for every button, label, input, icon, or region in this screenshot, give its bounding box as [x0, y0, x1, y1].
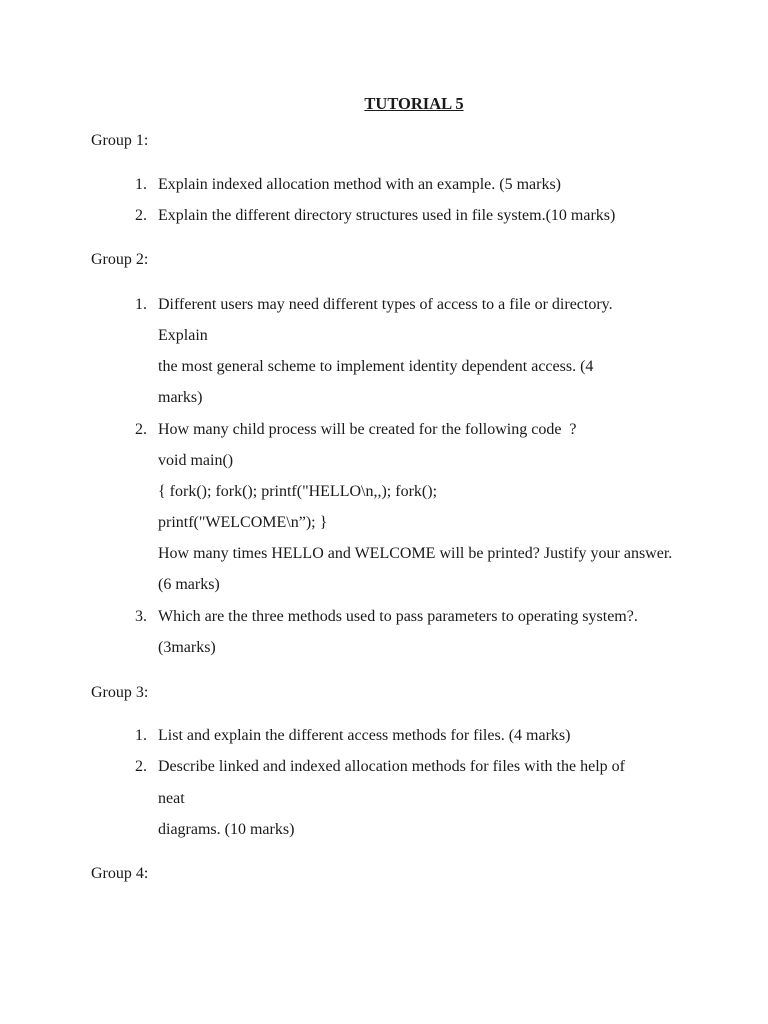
question-text: (3marks) [158, 639, 216, 656]
question-text: Explain the different directory structures used in file system.(10 marks) [158, 207, 616, 224]
question-text: (6 marks) [158, 576, 220, 593]
question-number: 1. [135, 176, 147, 193]
question-number: 2. [135, 207, 147, 224]
question-text: Explain indexed allocation method with an example. (5 marks) [158, 176, 561, 193]
question-number: 1. [135, 296, 147, 313]
question-text: marks) [158, 389, 203, 406]
question-text: Describe linked and indexed allocation methods for files with the help of [158, 758, 625, 775]
question-text: List and explain the different access methods for files. (4 marks) [158, 727, 571, 744]
question-text: How many child process will be created for the following code ? [158, 421, 577, 438]
question-number: 3. [135, 608, 147, 625]
group-2-heading: Group 2: [91, 251, 149, 268]
question-text: neat [158, 790, 185, 807]
question-number: 2. [135, 421, 147, 438]
question-number: 2. [135, 758, 147, 775]
question-text: Which are the three methods used to pass parameters to operating system?. [158, 608, 638, 625]
question-text: diagrams. (10 marks) [158, 821, 295, 838]
question-number: 1. [135, 727, 147, 744]
code-line: void main() [158, 452, 234, 469]
code-line: printf("WELCOME\n”); } [158, 514, 328, 531]
group-3-heading: Group 3: [91, 684, 149, 701]
group-4-heading: Group 4: [91, 865, 149, 882]
document-title: TUTORIAL 5 [364, 94, 464, 113]
question-text: Explain [158, 327, 208, 344]
code-line: { fork(); fork(); printf("HELLO\n,,); fork(); [158, 483, 438, 500]
question-text: How many times HELLO and WELCOME will be printed? Justify your answer. [158, 545, 673, 562]
question-text: Different users may need different types of access to a file or directory. [158, 296, 613, 313]
question-text: the most general scheme to implement identity dependent access. (4 [158, 358, 594, 375]
group-1-heading: Group 1: [91, 132, 149, 149]
